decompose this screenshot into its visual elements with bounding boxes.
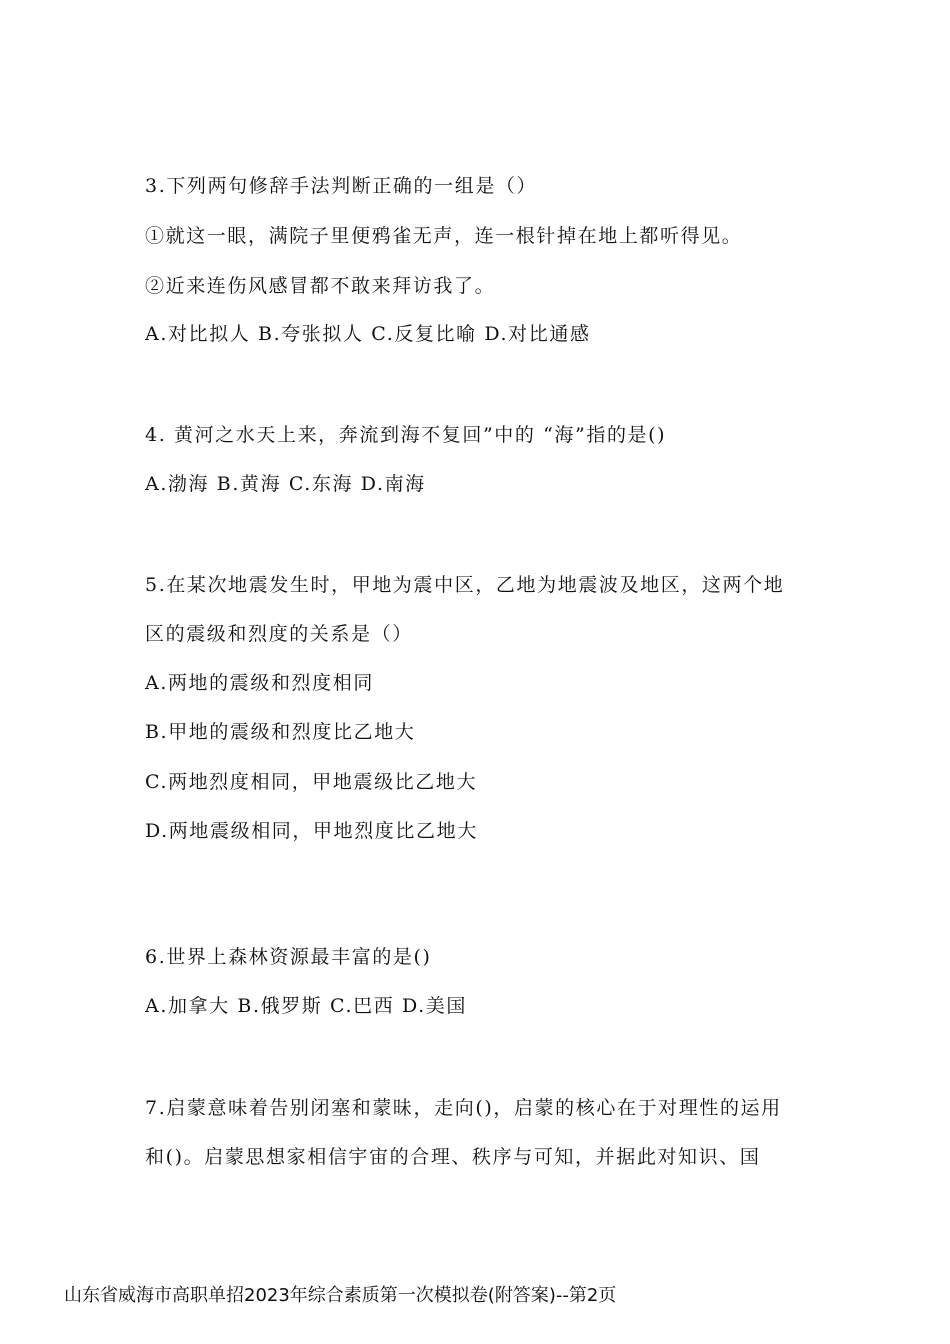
question-4-stem: 4. 黄河之水天上来，奔流到海不复回”中的 “海”指的是() — [145, 424, 667, 446]
question-5-option-b: B.甲地的震级和烈度比乙地大 — [145, 721, 416, 743]
question-5-option-c: C.两地烈度相同，甲地震级比乙地大 — [145, 771, 478, 793]
question-5-stem-line-1: 5.在某次地震发生时，甲地为震中区，乙地为地震波及地区，这两个地 — [145, 574, 785, 596]
question-3-sentence-1: ①就这一眼，满院子里便鸦雀无声，连一根针掉在地上都听得见。 — [145, 225, 743, 247]
question-5-stem-line-2: 区的震级和烈度的关系是（） — [145, 623, 413, 645]
question-5-option-a: A.两地的震级和烈度相同 — [145, 672, 374, 694]
question-3-sentence-2: ②近来连伤风感冒都不敢来拜访我了。 — [145, 275, 496, 297]
question-7-stem-line-2: 和()。启蒙思想家相信宇宙的合理、秩序与可知，并据此对知识、国 — [145, 1146, 761, 1168]
question-6-stem: 6.世界上森林资源最丰富的是() — [145, 946, 432, 968]
question-5-option-d: D.两地震级相同，甲地烈度比乙地大 — [145, 820, 478, 842]
question-3-stem: 3.下列两句修辞手法判断正确的一组是（） — [145, 175, 538, 197]
question-4-options: A.渤海 B.黄海 C.东海 D.南海 — [145, 473, 426, 495]
page-footer: 山东省威海市高职单招2023年综合素质第一次模拟卷(附答案)--第2页 — [64, 1285, 617, 1306]
question-7-stem-line-1: 7.启蒙意味着告别闭塞和蒙昧，走向()，启蒙的核心在于对理性的运用 — [145, 1097, 782, 1119]
question-6-options: A.加拿大 B.俄罗斯 C.巴西 D.美国 — [145, 995, 467, 1017]
question-3-options: A.对比拟人 B.夸张拟人 C.反复比喻 D.对比通感 — [145, 323, 591, 345]
